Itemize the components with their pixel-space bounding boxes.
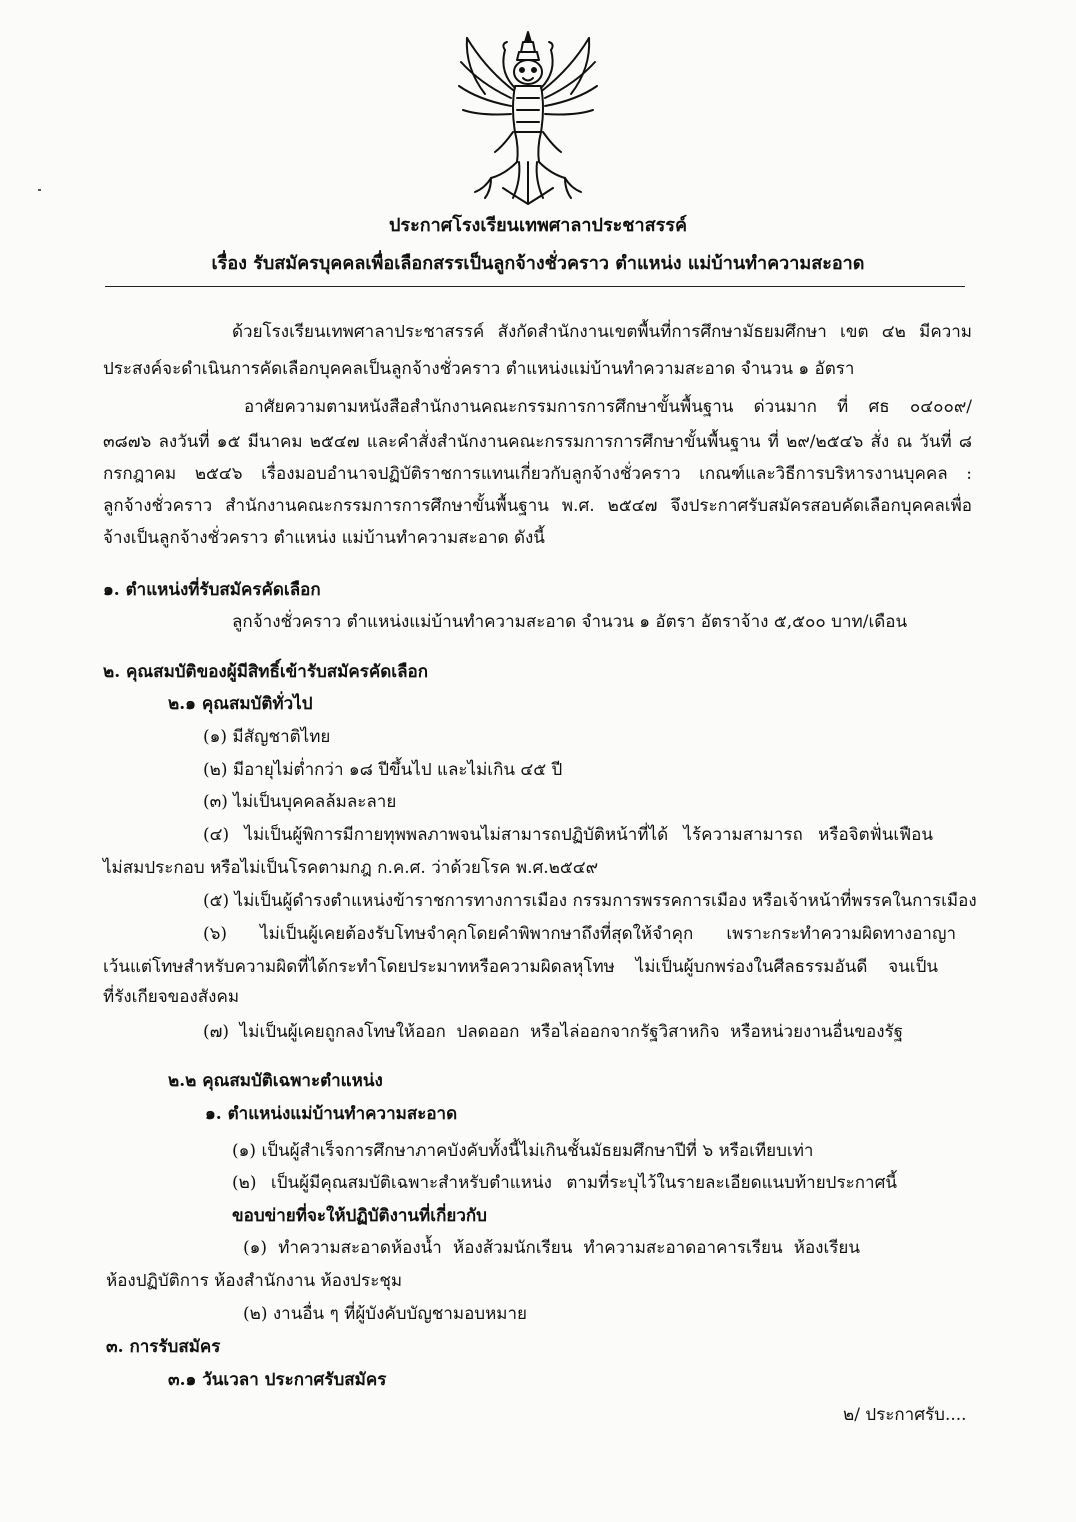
- section-3-1-heading: ๓.๑ วันเวลา ประกาศรับสมัคร: [168, 1370, 387, 1390]
- qualification-6-line-3: ที่รังเกียจของสังคม: [103, 987, 240, 1007]
- section-2-2-heading: ๒.๒ คุณสมบัติเฉพาะตำแหน่ง: [168, 1071, 383, 1091]
- intro-line-1: ด้วยโรงเรียนเทพศาลาประชาสรรค์ สังกัดสำนักงานเขตพื้นที่การศึกษามัธยมศึกษา เขต ๔๒ มีความ: [232, 322, 972, 342]
- specific-qualification-2: (๒) เป็นผู้มีคุณสมบัติเฉพาะสำหรับตำแหน่ง ตามที่ระบุไว้ในรายละเอียดแนบท้ายประกาศนี้: [232, 1173, 897, 1193]
- qualification-4-line-1: (๔) ไม่เป็นผู้พิการมีกายทุพพลภาพจนไม่สามารถปฏิบัติหน้าที่ได้ ไร้ความสามารถ หรือจิตฟั่นเฟือน: [203, 825, 933, 845]
- duty-1-line-1: (๑) ทำความสะอาดห้องน้ำ ห้องส้วมนักเรียน ทำความสะอาดอาคารเรียน ห้องเรียน: [243, 1238, 860, 1258]
- continued-marker: ๒/ ประกาศรับ....: [843, 1405, 967, 1425]
- section-3-heading: ๓. การรับสมัคร: [106, 1337, 221, 1357]
- duty-1-line-2: ห้องปฏิบัติการ ห้องสำนักงาน ห้องประชุม: [106, 1271, 403, 1291]
- qualification-2: (๒) มีอายุไม่ต่ำกว่า ๑๘ ปีขึ้นไป และไม่เกิน ๔๕ ปี: [203, 760, 563, 780]
- intro-line-3: อาศัยความตามหนังสือสำนักงานคณะกรรมการการศึกษาขั้นพื้นฐาน ด่วนมาก ที่ ศธ ๐๔๐๐๙/: [244, 397, 972, 417]
- position-heading: ๑. ตำแหน่งแม่บ้านทำความสะอาด: [205, 1104, 458, 1124]
- intro-line-5: กรกฎาคม ๒๕๔๖ เรื่องมอบอำนาจปฏิบัติราชการแทนเกี่ยวกับลูกจ้างชั่วคราว เกณฑ์และวิธีการบริหารงานบุคคล :: [103, 464, 972, 484]
- garuda-emblem-icon: [455, 28, 601, 208]
- qualification-7: (๗) ไม่เป็นผู้เคยถูกลงโทษให้ออก ปลดออก หรือไล่ออกจากรัฐวิสาหกิจ หรือหน่วยงานอื่นของรัฐ: [203, 1022, 903, 1042]
- qualification-6-line-1: (๖) ไม่เป็นผู้เคยต้องรับโทษจำคุกโดยคำพิพากษาถึงที่สุดให้จำคุก เพราะกระทำความผิดทางอาญา: [203, 924, 956, 944]
- scope-heading: ขอบข่ายที่จะให้ปฏิบัติงานที่เกี่ยวกับ: [232, 1206, 487, 1226]
- qualification-6-line-2: เว้นแต่โทษสำหรับความผิดที่ได้กระทำโดยประมาทหรือความผิดลหุโทษ ไม่เป็นผู้บกพร่องในศีลธรรมอันดี จนเป็น: [103, 957, 938, 977]
- duty-2: (๒) งานอื่น ๆ ที่ผู้บังคับบัญชามอบหมาย: [243, 1304, 528, 1324]
- specific-qualification-1: (๑) เป็นผู้สำเร็จการศึกษาภาคบังคับทั้งนี้ไม่เกินชั้นมัธยมศึกษาปีที่ ๖ หรือเทียบเท่า: [232, 1141, 814, 1161]
- intro-line-4: ๓๘๗๖ ลงวันที่ ๑๕ มีนาคม ๒๕๔๗ และคำสั่งสำนักงานคณะกรรมการการศึกษาขั้นพื้นฐาน ที่ ๒๙/๒๕๔๖ สั่ง ณ วันที่ ๘: [103, 432, 972, 452]
- intro-line-6: ลูกจ้างชั่วคราว สำนักงานคณะกรรมการการศึกษาขั้นพื้นฐาน พ.ศ. ๒๕๔๗ จึงประกาศรับสมัครสอบคัดเลือกบุคคลเพื่อ: [103, 496, 972, 516]
- qualification-3: (๓) ไม่เป็นบุคคลล้มละลาย: [203, 792, 397, 812]
- section-1-heading: ๑. ตำแหน่งที่รับสมัครคัดเลือก: [103, 580, 321, 600]
- qualification-4-line-2: ไม่สมประกอบ หรือไม่เป็นโรคตามกฎ ก.ค.ศ. ว่าด้วยโรค พ.ศ.๒๕๔๙: [103, 858, 599, 878]
- intro-line-7: จ้างเป็นลูกจ้างชั่วคราว ตำแหน่ง แม่บ้านทำความสะอาด ดังนี้: [103, 528, 545, 548]
- qualification-5: (๕) ไม่เป็นผู้ดำรงตำแหน่งข้าราชการทางการเมือง กรรมการพรรคการเมือง หรือเจ้าหน้าที่พรรคในการเมือง: [203, 891, 977, 911]
- intro-line-2: ประสงค์จะดำเนินการคัดเลือกบุคคลเป็นลูกจ้างชั่วคราว ตำแหน่งแม่บ้านทำความสะอาด จำนวน ๑ อัตรา: [103, 359, 855, 379]
- header-divider: [105, 286, 965, 287]
- qualification-1: (๑) มีสัญชาติไทย: [203, 727, 331, 747]
- section-2-1-heading: ๒.๑ คุณสมบัติทั่วไป: [168, 694, 313, 714]
- announcement-subject: เรื่อง รับสมัครบุคคลเพื่อเลือกสรรเป็นลูกจ้างชั่วคราว ตำแหน่ง แม่บ้านทำความสะอาด: [211, 253, 865, 274]
- announcement-title: ประกาศโรงเรียนเทพศาลาประชาสรรค์: [389, 215, 687, 236]
- scan-speck: [38, 189, 41, 191]
- section-1-text: ลูกจ้างชั่วคราว ตำแหน่งแม่บ้านทำความสะอาด จำนวน ๑ อัตรา อัตราจ้าง ๕,๕๐๐ บาท/เดือน: [232, 612, 908, 632]
- section-2-heading: ๒. คุณสมบัติของผู้มีสิทธิ์เข้ารับสมัครคัดเลือก: [103, 662, 428, 682]
